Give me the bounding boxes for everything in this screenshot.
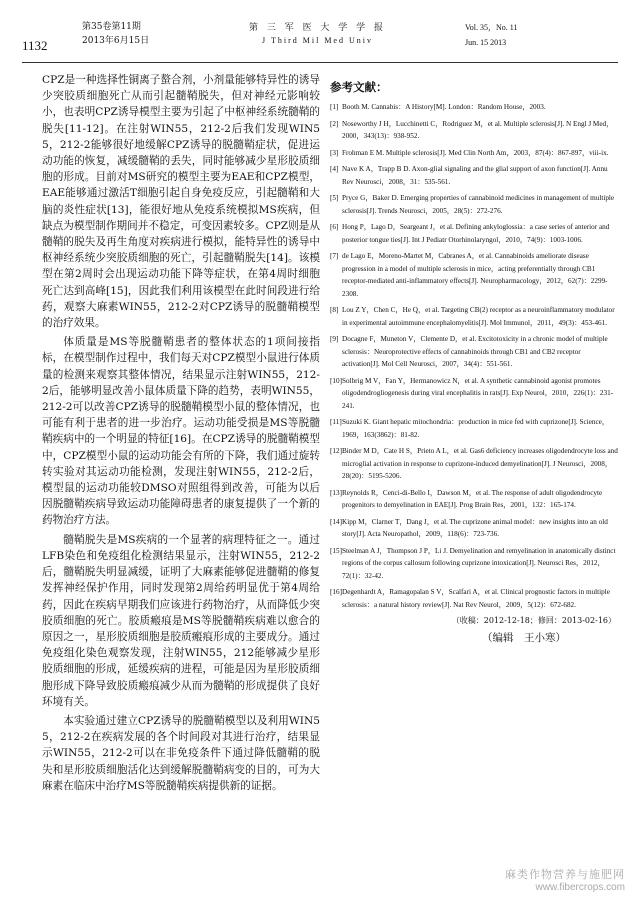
journal-abbreviation: J Third Mil Med Univ xyxy=(262,36,373,45)
volume-info-en xyxy=(465,20,517,50)
reference-item xyxy=(330,250,620,300)
watermark-site-name: 麻类作物营养与施肥网 xyxy=(505,868,625,881)
reference-item xyxy=(330,304,620,329)
volume-issue: 第35卷第11期 xyxy=(82,22,141,32)
received-dates: （收稿：2012-12-18；修回：2013-02-16） xyxy=(451,616,616,625)
reference-number: [13] xyxy=(330,488,342,497)
reference-number: [12] xyxy=(330,447,342,455)
reference-text: Solbrig M V，Fan Y，Hermanowicz N，et al. A synthetic cannabinoid agonist promotes oligodendrogliogenesis during viral encephalitis in rats[J]. Exp Neurol，2010，226(1)：231-241. xyxy=(342,376,614,410)
reference-number: [1] xyxy=(330,103,339,111)
reference-text: Kipp M，Clarner T，Dang J，et al. The cuprizone animal model：new insights into an old story[J]. Acta Neuropathol，2009，118(6)：723-736. xyxy=(342,517,608,538)
reference-number: [11] xyxy=(330,418,342,426)
page-header xyxy=(0,0,635,62)
reference-text: Binder M D，Cate H S，Prieto A L，et al. Gas6 deficiency increases oligodendrocyte loss and microglial activation in response to cuprizone-induced demyelination[J]. J Neurosci，2008，28(20)：5195-5206. xyxy=(342,447,618,480)
reference-text: Steelman A J，Thompson J P，Li J. Demyelination and remyelination in anatomically distinct regions of the corpus callosum following cuprizone intoxication[J]. Neurosci Res，2012，72(1)：32-42. xyxy=(342,546,616,580)
watermark-url: www.fibercrops.com xyxy=(535,882,625,893)
reference-item xyxy=(330,487,620,512)
reference-text: Lou Z Y，Chen C，He Q，et al. Targeting CB(2) receptor as a neuroinflammatory modulator in experimental autoimmune encephalomyelitis[J]. Mol Immunol，2011，49(3)：453-461. xyxy=(342,306,615,327)
watermark xyxy=(505,866,625,893)
right-column xyxy=(330,72,620,645)
volume-number-en: Vol. 35，No. 11 xyxy=(465,23,518,32)
reference-item xyxy=(330,192,620,217)
reference-number: [10] xyxy=(330,376,342,385)
journal-title: 第 三 军 医 大 学 学 报 xyxy=(248,23,387,33)
reference-item xyxy=(330,221,620,246)
reference-number: [8] xyxy=(330,306,339,314)
reference-item xyxy=(330,375,620,413)
reference-item xyxy=(330,163,620,188)
reference-text: de Lago E，Moreno-Martet M，Cabranes A，et al. Cannabinoids ameliorate disease progression in a model of multiple sclerosis in mice，acting preferentially through CB1 receptor-mediated anti-inflammatory effects[J]. Neuropharmacology，2012，62(7)：2299-2308. xyxy=(342,252,608,298)
reference-item xyxy=(330,545,620,583)
reference-text: Booth M. Cannabis：A History[M]. London：Random House，2003. xyxy=(342,103,546,111)
editor-credit: （编辑 王小寒） xyxy=(482,632,566,644)
reference-item xyxy=(330,516,620,541)
body-paragraph: 体质量是MS等脱髓鞘患者的整体状态的1项间接指标，在模型制作过程中，我们每天对CPZ模型小鼠进行体质量的检测来观察其整体情况，结果显示注射WIN55，212-2后，能够明显改善小鼠体质量下降的趋势，表明WIN55，212-2可以改善CPZ诱导的脱髓鞘模型小鼠的整体情况，也可能有利于患者的进一步治疗。运动功能受损是MS等脱髓鞘疾病中的一个明显的特征[16]。在CPZ诱导的脱髓鞘模型中，CPZ模型小鼠的运动功能会有所的下降，我们通过旋转转实验对其运动功能检测，发现注射WIN55，212-2后，模型鼠的运动功能较DMSO对照组得到改善，可能为以后因脱髓鞘疾病导致运动功能障碍患者的康复提供了一个新的药物治疗方法。 xyxy=(42,336,320,527)
reference-item xyxy=(330,586,620,611)
reference-number: [7] xyxy=(330,252,339,260)
reference-number: [4] xyxy=(330,165,339,173)
reference-number: [16] xyxy=(330,588,342,596)
reference-number: [2] xyxy=(330,119,339,128)
reference-item xyxy=(330,118,620,143)
left-column xyxy=(42,72,320,797)
body-paragraph: 本实验通过建立CPZ诱导的脱髓鞘模型以及利用WIN55，212-2在疾病发展的各个时间段对其进行治疗，结果显示WIN55，212-2可以在非免疫条件下通过降低髓鞘的脱失和星形胶质细胞活化达到缓解脱髓鞘病变的目的，可为大麻素在临床中治疗MS等脱髓鞘疾病提供新的证据。 xyxy=(42,714,320,792)
reference-text: Noseworthy J H，Lucchinetti C，Rodriguez M，et al. Multiple sclerosis[J]. N Engl J Med，2000，343(13)：938-952. xyxy=(342,119,614,140)
reference-number: [5] xyxy=(330,194,339,202)
reference-item xyxy=(330,445,620,483)
body-paragraph: CPZ是一种选择性铜离子螯合剂，小剂量能够特异性的诱导少突胶质细胞死亡从而引起髓鞘脱失，但对神经元影响较小，也表明CPZ诱导模型主要为引起了中枢神经系统髓鞘的脱失[11-12]。在注射WIN55，212-2后我们发现WIN55，212-2能够很好地缓解CPZ诱导的脱髓鞘症状，促进运动功能的恢复，减缓髓鞘的丢失，同时能够减少星形胶质细胞的形成。目前对MS研究的模型主要为EAE和CPZ模型，EAE能够通过激活T细胞引起自身免疫反应，引起髓鞘和大脑的炎性症状[13]，能很好地从免疫系统模拟MS疾病，但缺点为模型制作期间并不稳定，可变因素较多。CPZ则是从髓鞘的脱失及再生角度对疾病进行模拟，能特异性的诱导中枢神经系统少突胶质细胞的死亡，引起髓鞘脱失[14]。该模型在第2周时会出现运动功能下降等症状，在第4周时细胞死亡达到高峰[15]，因此我们利用该模型在此时间段进行给药，观察大麻素WIN55，212-2对CPZ诱导的脱髓鞘模型的治疗效果。 xyxy=(42,74,320,330)
references-heading: 参考文献： xyxy=(330,80,388,94)
reference-text: Nave K A，Trapp B D. Axon-glial signaling and the glial support of axon function[J]. Annu Rev Neurosci，2008，31：535-561. xyxy=(342,165,608,186)
reference-text: Hong P，Lago D，Seargeant J，et al. Defining ankyloglossia：a case series of anterior and posterior tongue ties[J]. Int J Pediatr Otorhinolaryngol，2010，74(9)：1003-1006. xyxy=(342,223,610,244)
reference-number: [3] xyxy=(330,148,339,157)
reference-number: [15] xyxy=(330,546,342,555)
reference-text: Suzuki K. Giant hepatic mitochondria：production in mice fed with cuprizone[J]. Science，1969，163(3862)：81-82. xyxy=(342,418,610,439)
header-divider xyxy=(22,62,618,63)
reference-number: [14] xyxy=(330,517,342,526)
page-number: 1132 xyxy=(22,38,48,53)
reference-number: [6] xyxy=(330,223,339,231)
reference-text: Degenhardt A，Ramagopalan S V，Scalfari A，et al. Clinical prognostic factors in multiple sclerosis：a natural history review[J]. Nat Rev Neurol，2009，5(12)：672-682. xyxy=(342,588,610,609)
issue-date-en: Jun. 15 2013 xyxy=(465,38,507,47)
reference-item xyxy=(330,333,620,371)
reference-item xyxy=(330,101,620,114)
reference-text: Docagne F，Muneton V，Clemente D，et al. Excitotoxicity in a chronic model of multiple sclerosis：Neuroprotective effects of cannabinoids through CB1 and CB2 receptor activation[J]. Mol Cell Neurosci，2007，34(4)：551-561. xyxy=(342,335,608,368)
reference-number: [9] xyxy=(330,335,339,343)
reference-text: Frohman E M. Multiple sclerosis[J]. Med Clin North Am，2003，87(4)：867-897，viii-ix. xyxy=(342,148,609,157)
reference-item xyxy=(330,416,620,441)
issue-date-cn: 2013年6月15日 xyxy=(82,36,150,46)
body-paragraph: 髓鞘脱失是MS疾病的一个显著的病理特征之一。通过LFB染色和免疫组化检测结果显示，注射WIN55，212-2后，髓鞘脱失明显减缓，证明了大麻素能够促进髓鞘的修复发挥神经保护作用，同时发现第2周给药明显优于第4周给药，因此在疾病早期我们应该进行药物治疗，从而降低少突胶质细胞的死亡。胶质瘢痕是MS等脱髓鞘疾病难以愈合的原因之一，星形胶质细胞是胶质瘢痕形成的主要成分。通过免疫组化染色观察发现，注射WIN55，212能够减少星形胶质细胞的形成，延缓疾病的进程，可能是因为星形胶质细胞形成下降导致胶质瘢痕减少从而为髓鞘的形成提供了良好环境有关。 xyxy=(42,533,320,708)
reference-text: Reynolds R，Cenci-di-Bello I，Dawson M，et al. The response of adult oligodendrocyte progenitors to demyelination in EAE[J]. Prog Brain Res，2001，132：165-174. xyxy=(342,488,603,509)
reference-list xyxy=(330,101,620,611)
reference-item xyxy=(330,147,620,160)
reference-text: Pryce G，Baker D. Emerging properties of cannabinoid medicines in management of multiple sclerosis[J]. Trends Neurosci，2005，28(5)：272-276. xyxy=(342,194,615,215)
